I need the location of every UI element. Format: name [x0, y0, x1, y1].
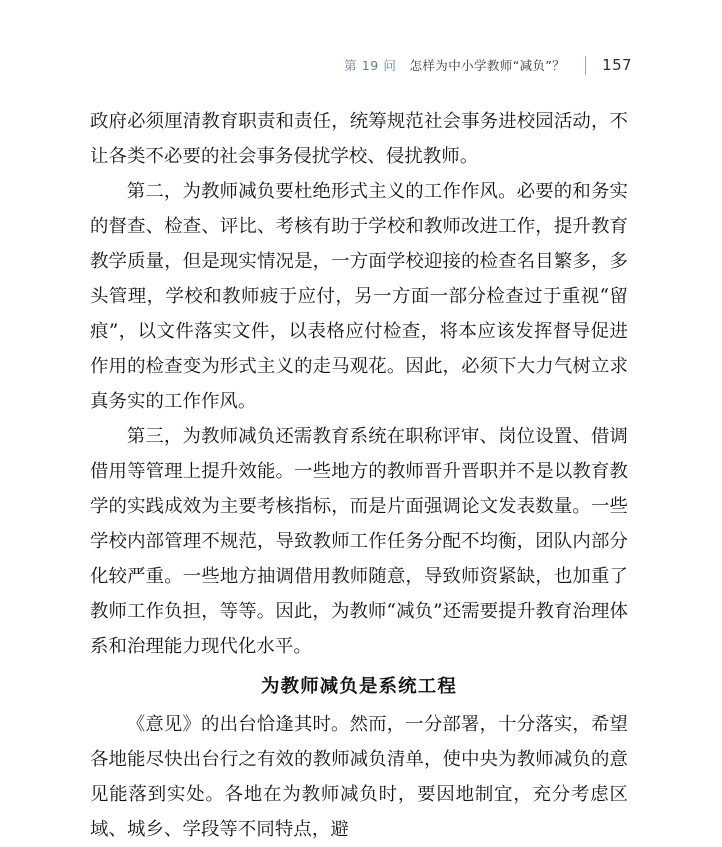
page-number: 157 [602, 56, 632, 74]
paragraph: 《意见》的出台恰逢其时。然而，一分部署，十分落实，希望各地能尽快出台行之有效的教师减负清单，使中央为教师减负的意见能落到实处。各地在为教师减负时，要因地制宜，充分考虑区域、城乡、学段等不同特点，避 [90, 714, 628, 840]
running-head-separator-rule [585, 56, 586, 75]
paragraph: 政府必须厘清教育职责和责任，统筹规范社会事务进校园活动，不让各类不必要的社会事务侵扰学校、侵扰教师。 [90, 111, 628, 167]
body-text-column [90, 104, 628, 847]
paragraph: 第二，为教师减负要杜绝形式主义的工作作风。必要的和务实的督查、检查、评比、考核有助于学校和教师改进工作，提升教育教学质量，但是现实情况是，一方面学校迎接的检查名目繁多，多头管理，学校和教师疲于应付，另一方面一部分检查过于重视“留痕”，以文件落实文件，以表格应付检查，将本应该发挥督导促进作用的检查变为形式主义的走马观花。因此，必须下大力气树立求真务实的工作作风。 [90, 181, 628, 412]
running-head [90, 52, 632, 78]
section-heading: 为教师减负是系统工程 [261, 676, 457, 697]
running-head-chapter-title: 怎样为中小学教师“减负”？ [409, 58, 566, 73]
paragraph: 第三，为教师减负还需教育系统在职称评审、岗位设置、借调借用等管理上提升效能。一些地方的教师晋升晋职并不是以教育教学的实践成效为主要考核指标，而是片面强调论文发表数量。一些学校内部管理不规范，导致教师工作任务分配不均衡，团队内部分化较严重。一些地方抽调借用教师随意，导致师资紧缺，也加重了教师工作负担，等等。因此，为教师“减负”还需要提升教育治理体系和治理能力现代化水平。 [90, 426, 628, 657]
running-head-question-number: 第 19 问 [344, 58, 397, 73]
